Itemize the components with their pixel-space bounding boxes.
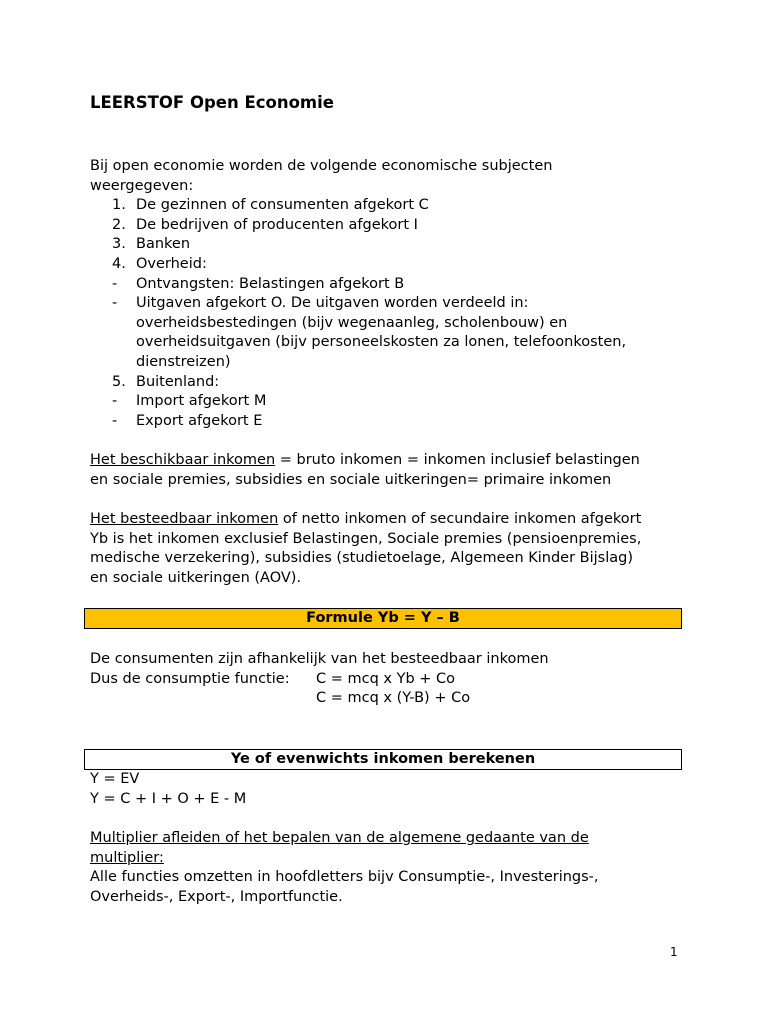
besteedbaar-paragraph: Het besteedbaar inkomen of netto inkomen of secundaire inkomen afgekort Yb is het inkomen exclusief Belastingen, Sociale premies (pensioenpremies, medische verzekering), subsidies (studietoelage, Algemeen Kinder Bijslag) en sociale uitkeringen (AOV). xyxy=(90,511,642,586)
document-title: LEERSTOF Open Economie xyxy=(90,93,334,112)
list-item: 5. Buitenland: xyxy=(112,373,220,390)
list-item: 4. Overheid: xyxy=(112,255,207,272)
list-item: - Import afgekort M xyxy=(112,393,267,410)
page-number: 1 xyxy=(670,945,678,959)
beschikbaar-paragraph: Het beschikbaar inkomen = bruto inkomen = inkomen inclusief belastingen en sociale premies, subsidies en sociale uitkeringen= primaire inkomen xyxy=(90,452,640,488)
intro-paragraph: Bij open economie worden de volgende economische subjecten weergegeven: 1. De gezinnen of consumenten afgekort C 2. De bedrijven of producenten afgekort I 3. Banken 4. Overheid: - Ontvangsten: Belastingen afgekort B - Uitgaven afgekort O. De uitgaven worden verdeeld in: overheidsbestedingen (bijv wegenaanleg, scholenbouw) en overheidsuitgaven (bijv personeelskosten za lonen, telefoonkosten, dienstreizen) 5. Buitenland: - Import afgekort M - Export afgekort E xyxy=(90,157,690,431)
list-item: 2. De bedrijven of producenten afgekort I xyxy=(112,216,418,233)
beschikbaar-term: Het beschikbaar inkomen xyxy=(90,452,276,468)
besteedbaar-term: Het besteedbaar inkomen xyxy=(90,511,279,527)
list-item: - Uitgaven afgekort O. De uitgaven worden verdeeld in: overheidsbestedingen (bijv wegenaanleg, scholenbouw) en overheidsuitgaven (bijv personeelskosten za lonen, telefoonkosten, dienstreizen) xyxy=(112,295,627,370)
multiplier-heading: Multiplier afleiden of het bepalen van de algemene gedaante van de xyxy=(90,830,589,846)
consumptie-paragraph: De consumenten zijn afhankelijk van het besteedbaar inkomen Dus de consumptie functie: C = mcq x Yb + Co C = mcq x (Y-B) + Co xyxy=(90,650,690,709)
evenwicht-bar: Ye of evenwichts inkomen berekenen xyxy=(84,749,682,770)
list-item: - Ontvangsten: Belastingen afgekort B xyxy=(112,275,405,292)
list-item: 3. Banken xyxy=(112,236,191,253)
consumption-formula-expanded: C = mcq x (Y-B) + Co xyxy=(316,690,471,707)
list-item: 1. De gezinnen of consumenten afgekort C xyxy=(112,197,429,214)
list-item: - Export afgekort E xyxy=(112,412,263,429)
consumption-formula: C = mcq x Yb + Co xyxy=(316,670,456,687)
multiplier-paragraph: Multiplier afleiden of het bepalen van de algemene gedaante van de multiplier: Alle functies omzetten in hoofdletters bijv Consumptie-, Investerings-, Overheids-, Export-, Importfunctie. xyxy=(90,829,690,907)
evenwicht-equations: Y = EV Y = C + I + O + E - M xyxy=(90,771,247,807)
formula-bar: Formule Yb = Y – B xyxy=(84,608,682,629)
